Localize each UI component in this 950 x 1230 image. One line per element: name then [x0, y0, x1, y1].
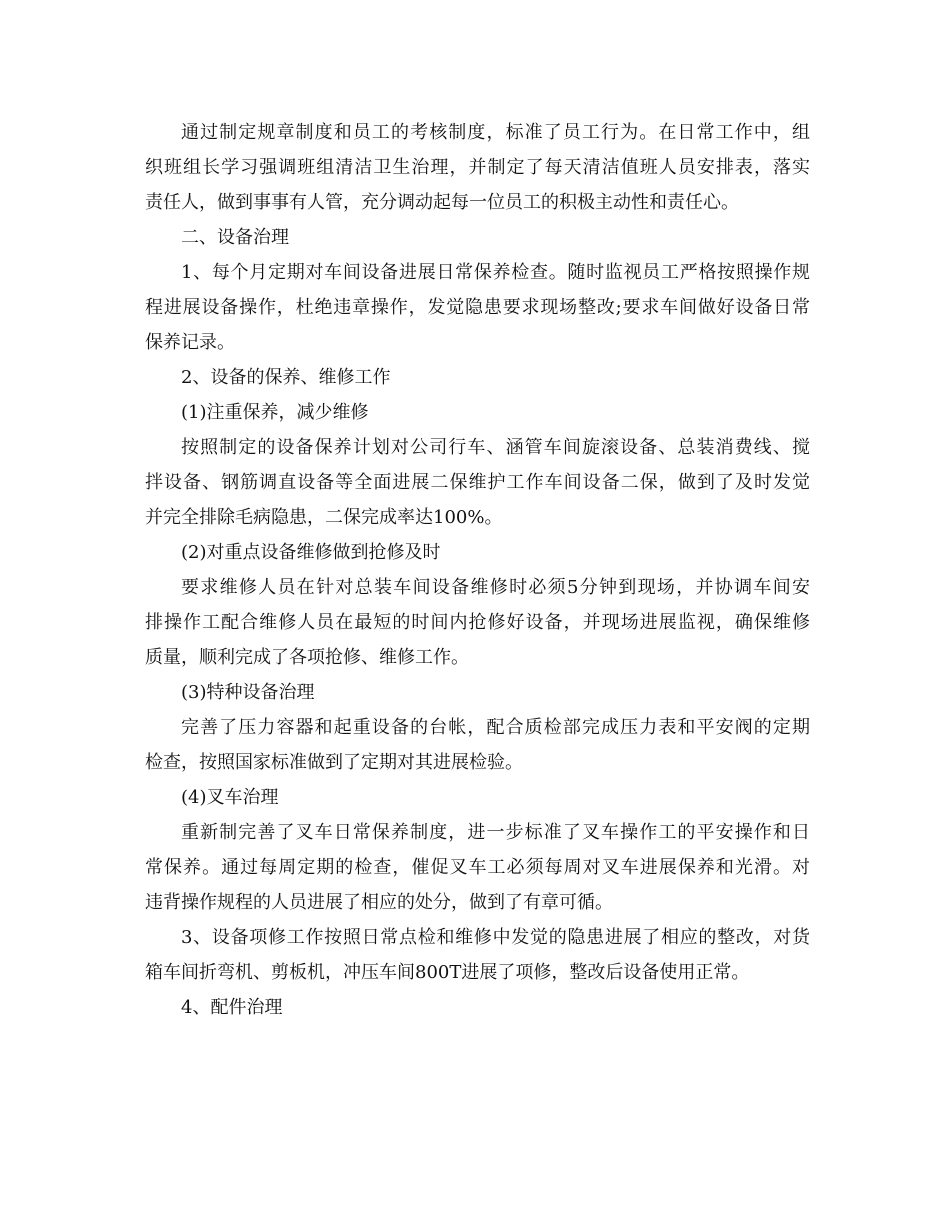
document-page — [145, 115, 810, 1025]
paragraph-line: 2、设备的保养、维修工作 — [181, 367, 391, 388]
paragraph-p1 — [145, 115, 810, 220]
paragraph-p9 — [145, 675, 810, 710]
paragraph-line: 程进展设备操作，杜绝违章操作，发觉隐患要求现场整改;要求车间做好设备日常 — [145, 297, 810, 318]
paragraph-line: (1)注重保养，减少维修 — [181, 402, 369, 423]
paragraph-line: 重新制完善了叉车日常保养制度，进一步标准了叉车操作工的平安操作和日 — [181, 822, 810, 843]
paragraph-line: 责任人，做到事事有人管，充分调动起每一位员工的积极主动性和责任心。 — [145, 192, 739, 213]
paragraph-p6 — [145, 430, 810, 535]
paragraph-line: 按照制定的设备保养计划对公司行车、涵管车间旋滚设备、总装消费线、搅 — [181, 437, 810, 458]
paragraph-line: 完善了压力容器和起重设备的台帐，配合质检部完成压力表和平安阀的定期 — [181, 717, 810, 738]
paragraph-line: 箱车间折弯机、剪板机，冲压车间800T进展了项修，整改后设备使用正常。 — [145, 962, 750, 983]
paragraph-line: 检查，按照国家标准做到了定期对其进展检验。 — [145, 752, 523, 773]
paragraph-p3 — [145, 255, 810, 360]
paragraph-p10 — [145, 710, 810, 780]
paragraph-p8 — [145, 570, 810, 675]
paragraph-line: 质量，顺利完成了各项抢修、维修工作。 — [145, 647, 469, 668]
paragraph-line: 要求维修人员在针对总装车间设备维修时必须5分钟到现场，并协调车间安 — [181, 577, 810, 598]
paragraph-p11 — [145, 780, 810, 815]
paragraph-line: 通过制定规章制度和员工的考核制度，标准了员工行为。在日常工作中，组 — [181, 122, 810, 143]
paragraph-p5 — [145, 395, 810, 430]
paragraph-line: 并完全排除毛病隐患，二保完成率达100%。 — [145, 507, 503, 528]
paragraph-p13 — [145, 920, 810, 990]
paragraph-p4 — [145, 360, 810, 395]
paragraph-line: 保养记录。 — [145, 332, 235, 353]
paragraph-line: 常保养。通过每周定期的检查，催促叉车工必须每周对叉车进展保养和光滑。对 — [145, 857, 810, 878]
paragraph-line: 4、配件治理 — [181, 997, 283, 1018]
paragraph-line: 1、每个月定期对车间设备进展日常保养检查。随时监视员工严格按照操作规 — [181, 262, 810, 283]
paragraph-line: 织班组长学习强调班组清洁卫生治理，并制定了每天清洁值班人员安排表，落实 — [145, 157, 810, 178]
paragraph-p7 — [145, 535, 810, 570]
paragraph-line: (3)特种设备治理 — [181, 682, 315, 703]
paragraph-line: 拌设备、钢筋调直设备等全面进展二保维护工作车间设备二保，做到了及时发觉 — [145, 472, 810, 493]
paragraph-p2 — [145, 220, 810, 255]
paragraph-p12 — [145, 815, 810, 920]
paragraph-p14 — [145, 990, 810, 1025]
paragraph-line: 二、设备治理 — [181, 227, 289, 248]
paragraph-line: (4)叉车治理 — [181, 787, 279, 808]
paragraph-line: 排操作工配合维修人员在最短的时间内抢修好设备，并现场进展监视，确保维修 — [145, 612, 810, 633]
paragraph-line: 3、设备项修工作按照日常点检和维修中发觉的隐患进展了相应的整改，对货 — [181, 927, 810, 948]
paragraph-line: 违背操作规程的人员进展了相应的处分，做到了有章可循。 — [145, 892, 613, 913]
paragraph-line: (2)对重点设备维修做到抢修及时 — [181, 542, 441, 563]
